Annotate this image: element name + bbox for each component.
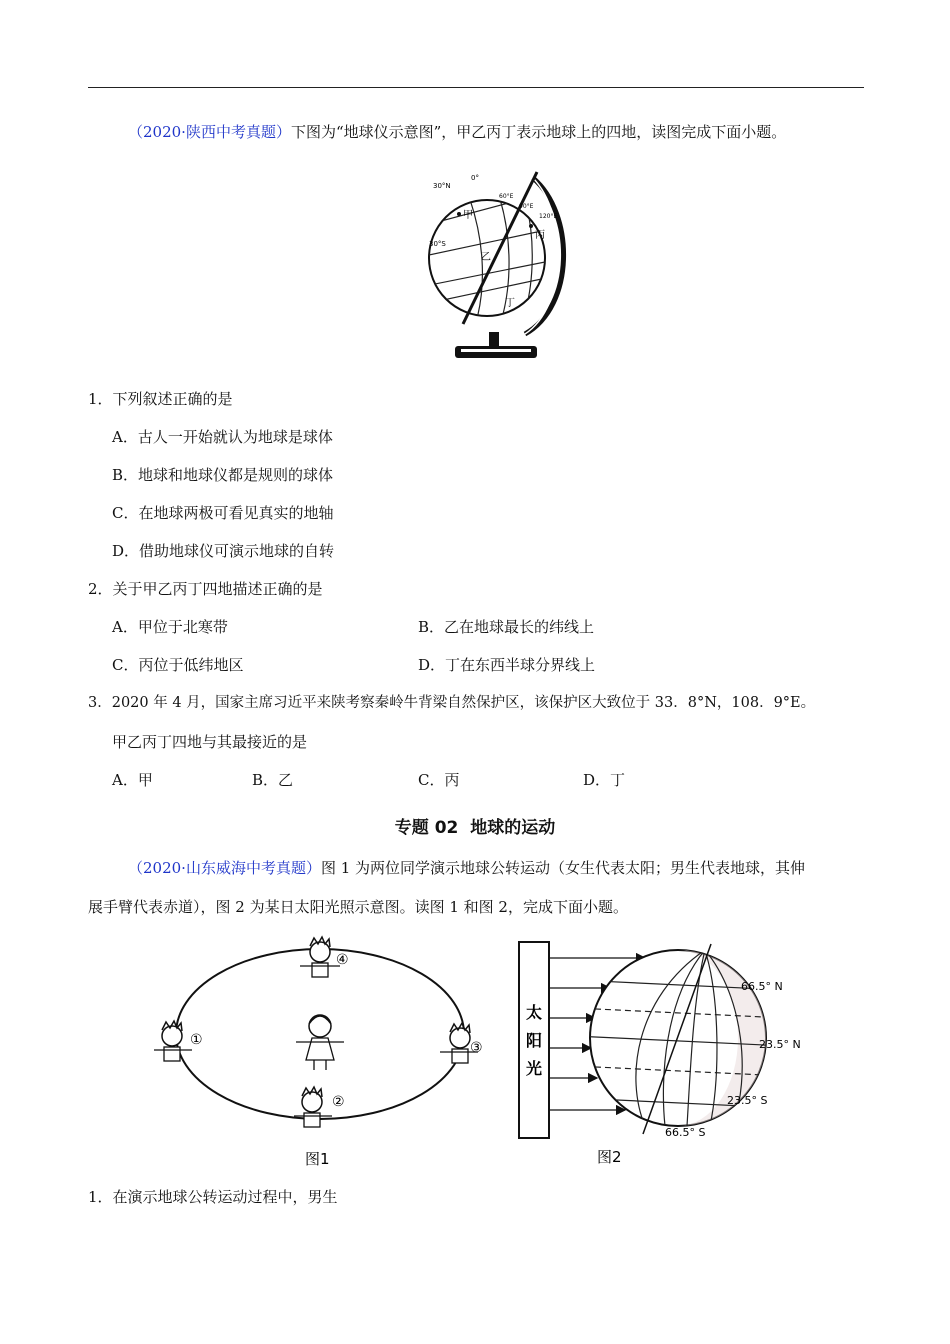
question-1-option-d[interactable]: D．借助地球仪可演示地球的自转 — [112, 542, 335, 560]
sunlight-char-1: 太 — [526, 1003, 543, 1022]
question-1-stem: 1．下列叙述正确的是 — [88, 390, 233, 408]
figure-1-caption: 图1 — [305, 1150, 330, 1168]
header-rule — [88, 87, 864, 88]
label-30n: 30°N — [433, 182, 451, 190]
section2-question-1-stem: 1．在演示地球公转运动过程中，男生 — [88, 1188, 338, 1206]
boy-position-4 — [300, 937, 340, 977]
question-3-option-d[interactable]: D．丁 — [583, 771, 626, 789]
source-tag-shaanxi: （2020·陕西中考真题） — [128, 123, 291, 141]
question-1-option-c[interactable]: C．在地球两极可看见真实的地轴 — [112, 504, 334, 522]
source-tag-weihai: （2020·山东威海中考真题） — [128, 859, 321, 877]
label-60e: 60°E — [499, 193, 514, 200]
question-3-stem: 3．2020 年 4 月，国家主席习近平来陕考察秦岭牛背梁自然保护区，该保护区大致位于 33．8°N，108．9°E。 — [88, 695, 816, 711]
question-1-option-a[interactable]: A．古人一开始就认为地球是球体 — [112, 428, 333, 446]
intro-text-1: 下图为“地球仪示意图”，甲乙丙丁表示地球上的四地，读图完成下面小题。 — [290, 123, 787, 141]
intro-text-2a: 图 1 为两位同学演示地球公转运动（女生代表太阳；男生代表地球，其伸 — [320, 859, 806, 877]
position-4-label: ④ — [336, 952, 349, 968]
position-3-label: ③ — [470, 1040, 483, 1056]
lat-66-5-n-label: 66.5° N — [741, 980, 783, 993]
question-3-option-a[interactable]: A．甲 — [112, 771, 153, 789]
label-0-degree: 0° — [471, 174, 479, 182]
question-2-option-a[interactable]: A．甲位于北寒带 — [112, 618, 228, 636]
intro-paragraph-1 — [128, 122, 786, 142]
girl-sun-figure — [296, 1015, 344, 1070]
point-bing-marker — [529, 224, 533, 228]
figure-1-orbit — [150, 934, 500, 1170]
label-bing: 丙 — [535, 230, 545, 241]
intro-paragraph-2 — [128, 858, 805, 878]
boy-position-1 — [154, 1021, 192, 1061]
point-jia-marker — [457, 212, 461, 216]
section-title: 专题 02 地球的运动 — [394, 818, 556, 838]
question-1-option-b[interactable]: B．地球和地球仪都是规则的球体 — [112, 466, 334, 484]
label-120e: 120°E — [539, 213, 558, 220]
question-2-stem: 2．关于甲乙丙丁四地描述正确的是 — [88, 580, 323, 598]
label-30s: 30°S — [429, 240, 446, 248]
question-2-option-d[interactable]: D．丁在东西半球分界线上 — [418, 656, 596, 674]
question-2-option-c[interactable]: C．丙位于低纬地区 — [112, 656, 244, 674]
question-3-option-b[interactable]: B．乙 — [252, 771, 294, 789]
label-90e: 90°E — [519, 203, 534, 210]
question-3-option-c[interactable]: C．丙 — [418, 771, 460, 789]
lat-23-5-n-label: 23.5° N — [759, 1038, 801, 1051]
label-jia: 甲 — [463, 210, 473, 221]
lat-66-5-s-label: 66.5° S — [665, 1126, 706, 1139]
globe-stem — [489, 332, 499, 348]
boy-position-2 — [294, 1087, 332, 1127]
question-2-option-b[interactable]: B．乙在地球最长的纬线上 — [418, 618, 595, 636]
figure-2-sunlight — [515, 938, 835, 1168]
globe-figure — [425, 166, 558, 370]
intro-text-2b: 展手臂代表赤道），图 2 为某日太阳光照示意图。读图 1 和图 2，完成下面小题。 — [88, 898, 628, 916]
sunlight-char-2: 阳 — [526, 1031, 543, 1050]
label-ding: 丁 — [505, 298, 515, 309]
question-3-stem-line2: 甲乙丙丁四地与其最接近的是 — [112, 733, 308, 751]
label-yi: 乙 — [481, 252, 491, 263]
lat-23-5-s-label: 23.5° S — [727, 1094, 768, 1107]
position-2-label: ② — [332, 1094, 345, 1110]
sunlight-char-3: 光 — [526, 1059, 543, 1078]
figure-2-caption: 图2 — [597, 1148, 622, 1166]
position-1-label: ① — [190, 1032, 203, 1048]
